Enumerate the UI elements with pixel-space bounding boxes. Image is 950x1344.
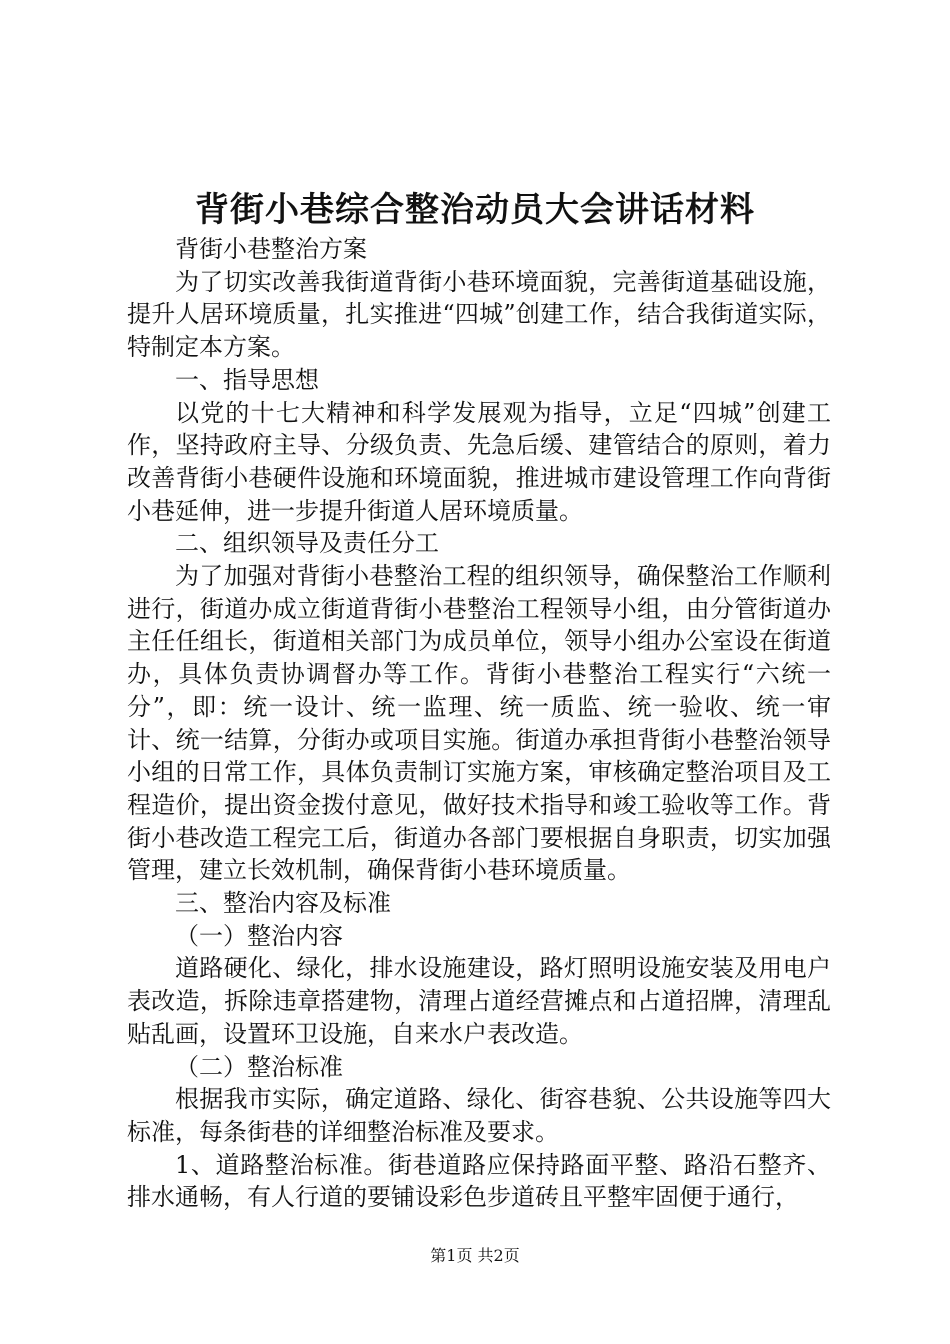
paragraph-road-standard: 1、道路整治标准。街巷道路应保持路面平整、路沿石整齐、排水通畅，有人行道的要铺设彩色步道砖且平整牢固便于通行，	[127, 1150, 831, 1212]
paragraph-intro: 为了切实改善我街道背街小巷环境面貌，完善街道基础设施，提升人居环境质量，扎实推进“四城”创建工作，结合我街道实际，特制定本方案。	[127, 267, 831, 362]
section-heading-guiding-thought: 一、指导思想	[175, 365, 319, 394]
section-heading-organization: 二、组织领导及责任分工	[175, 529, 439, 558]
paragraph-standards: 根据我市实际，确定道路、绿化、街容巷貌、公共设施等四大标准，每条街巷的详细整治标准及要求。	[127, 1085, 831, 1146]
paragraph-content: 道路硬化、绿化，排水设施建设，路灯照明设施安装及用电户表改造，拆除违章搭建物，清理占道经营摊点和占道招牌，清理乱贴乱画，设置环卫设施，自来水户表改造。	[127, 954, 831, 1048]
paragraph-organization: 为了加强对背街小巷整治工程的组织领导，确保整治工作顺利进行，街道办成立街道背街小巷整治工程领导小组，由分管街道办主任任组长，街道相关部门为成员单位，领导小组办公室设在街道办，具体负责协调督办等工作。背街小巷整治工程实行“六统一分”，即：统一设计、统一监理、统一质监、统一验收、统一审计、统一结算，分街办或项目实施。街道办承担背街小巷整治领导小组的日常工作，具体负责制订实施方案，审核确定整治项目及工程造价，提出资金拨付意见，做好技术指导和竣工验收等工作。背街小巷改造工程完工后，街道办各部门要根据自身职责，切实加强管理，建立长效机制，确保背街小巷环境质量。	[127, 562, 831, 885]
paragraph-guiding-thought: 以党的十七大精神和科学发展观为指导，立足“四城”创建工作，坚持政府主导、分级负责、先急后缓、建管结合的原则，着力改善背街小巷硬件设施和环境面貌，推进城市建设管理工作向背街小巷延伸，进一步提升街道人居环境质量。	[127, 398, 831, 525]
page-footer: 第1页 共2页	[430, 1246, 520, 1265]
subsection-heading-content: （一）整治内容	[175, 921, 343, 950]
section-heading-content-standards: 三、整治内容及标准	[175, 889, 391, 918]
paragraph-plan-heading: 背街小巷整治方案	[175, 235, 367, 263]
document-body	[127, 233, 831, 1214]
subsection-heading-standards: （二）整治标准	[175, 1052, 343, 1081]
document-title: 背街小巷综合整治动员大会讲话材料	[195, 190, 755, 230]
